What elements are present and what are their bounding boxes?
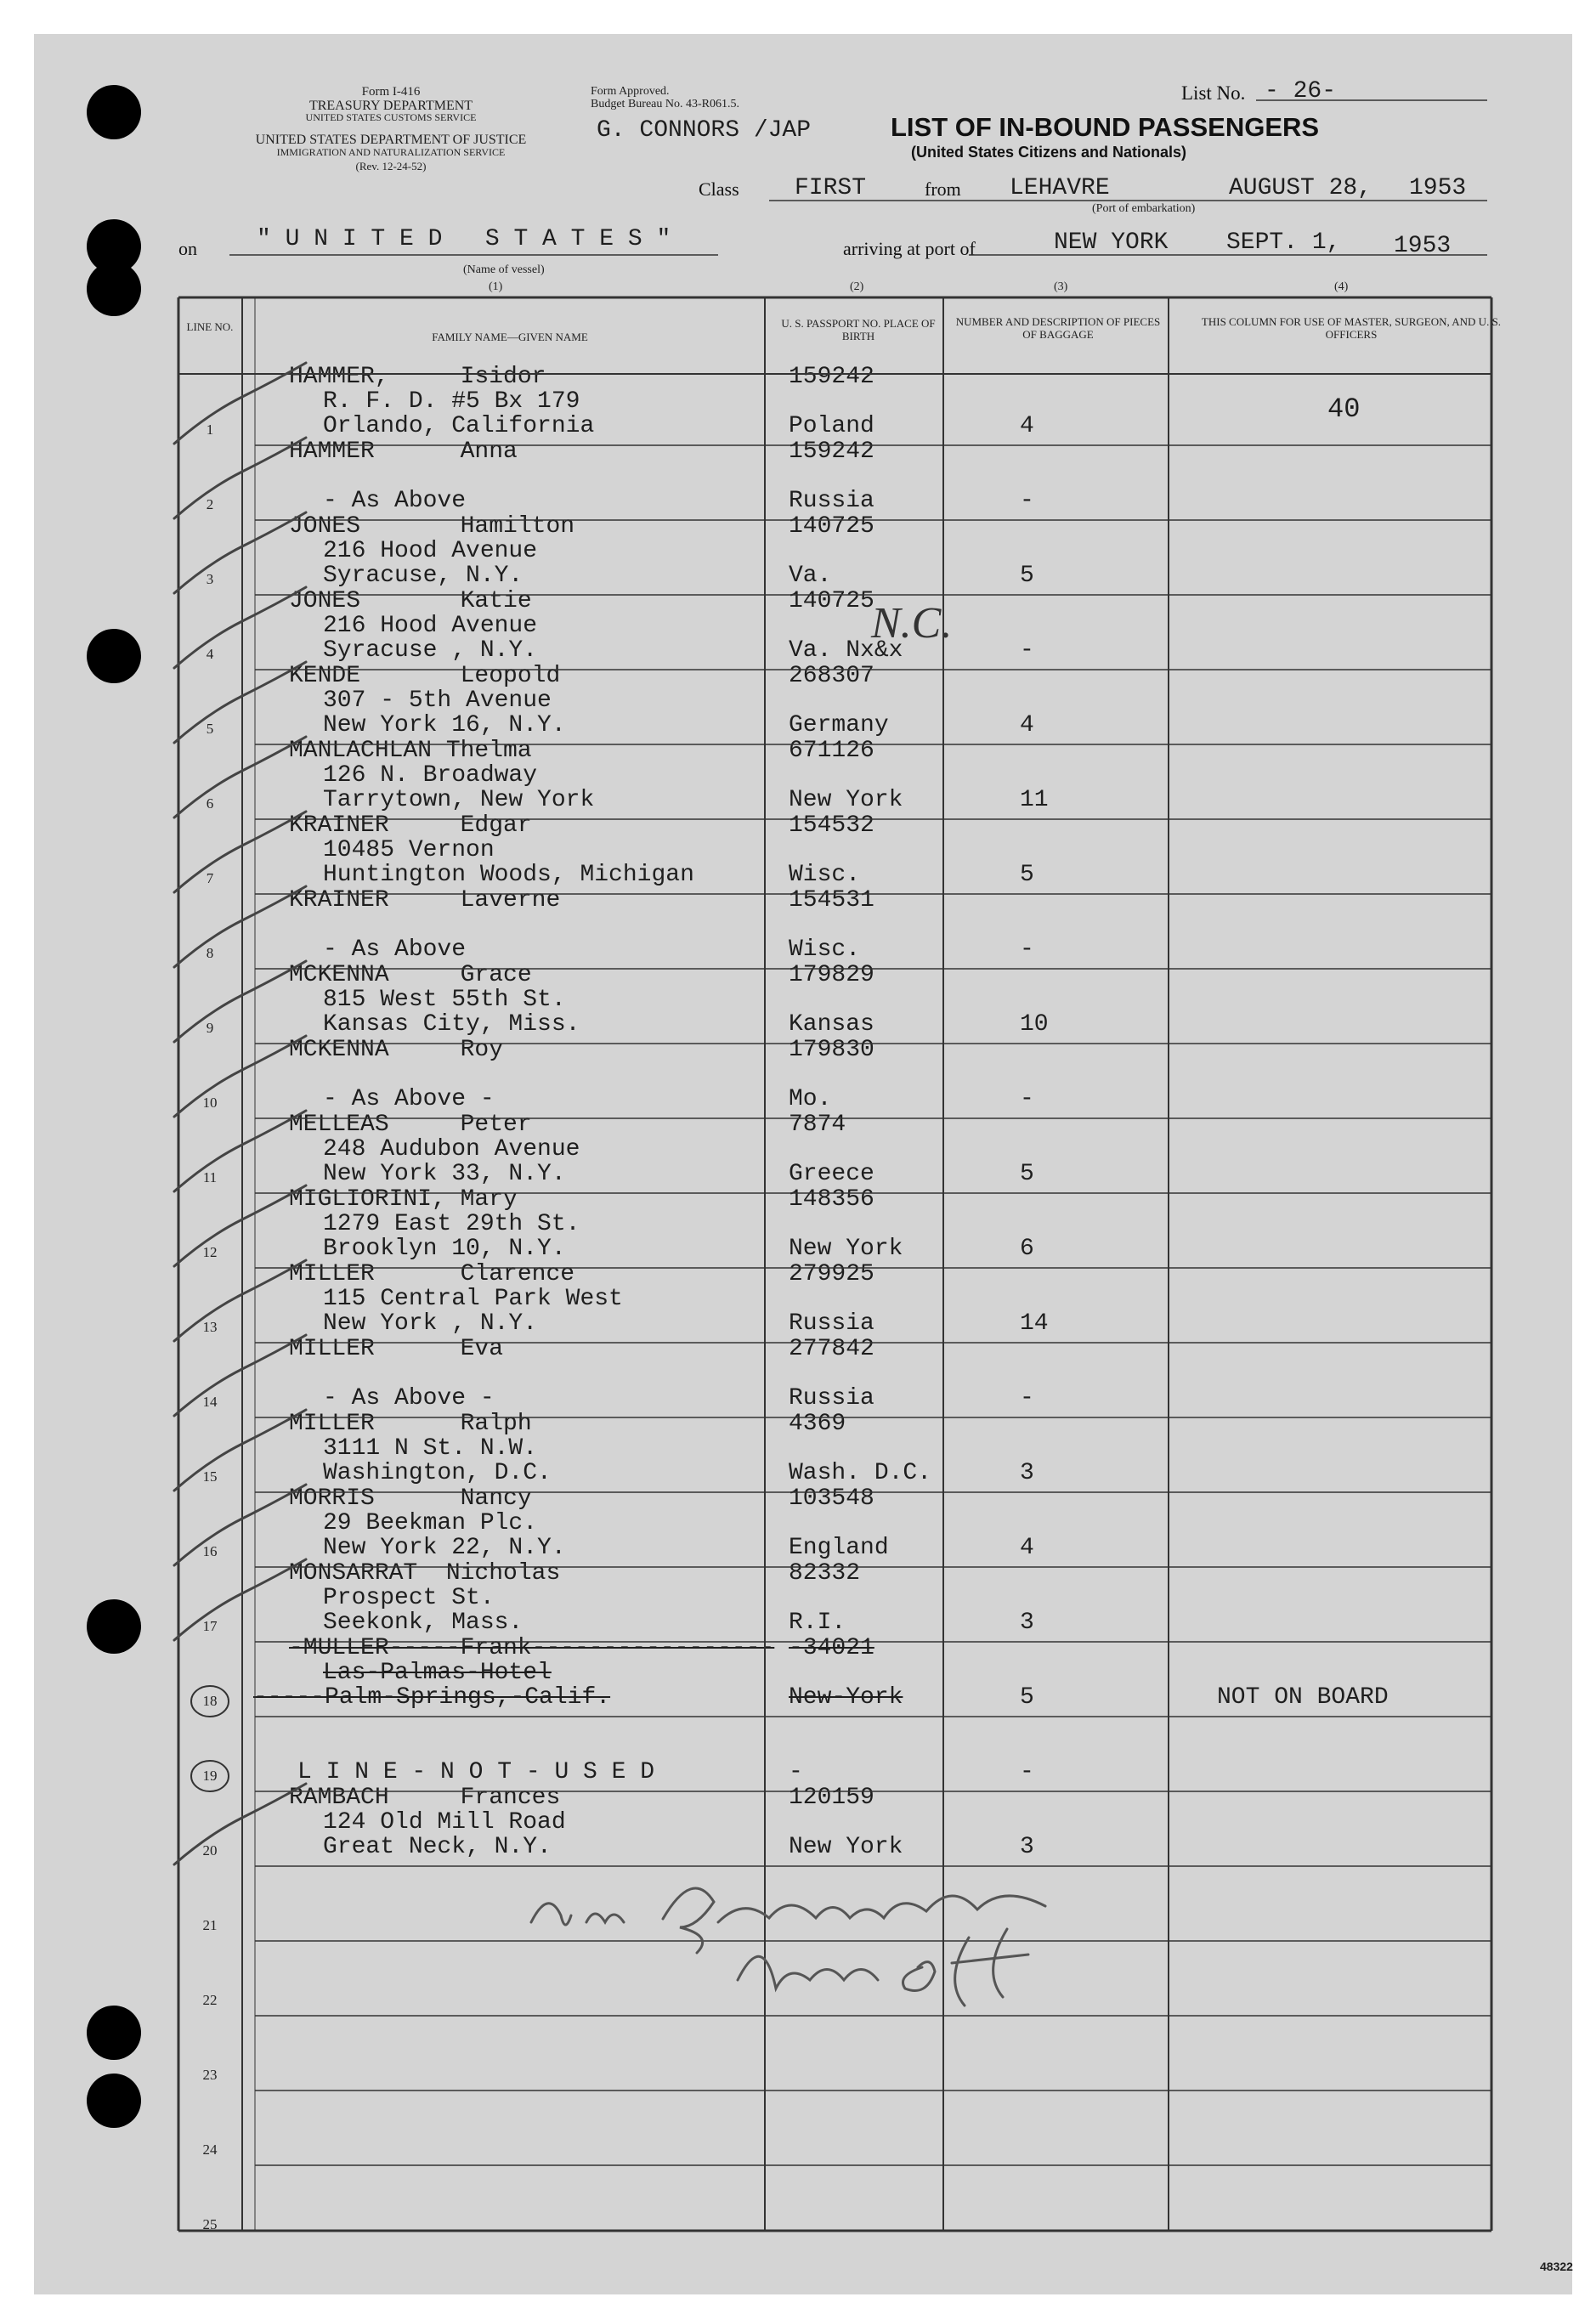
passenger-address-1: R. F. D. #5 Bx 179 (323, 388, 580, 415)
passport-number: 140725 (789, 513, 874, 540)
passenger-name: HAMMER, Isidor (289, 364, 546, 390)
passenger-address-2: Kansas City, Miss. (323, 1011, 580, 1038)
passport-number: 154531 (789, 887, 874, 914)
baggage-count: 4 (1020, 1535, 1034, 1561)
place-of-birth: Mo. (789, 1086, 832, 1112)
list-no-value: - 26- (1265, 78, 1337, 105)
line-number: 7 (206, 870, 214, 886)
passenger-name: KENDE Leopold (289, 663, 561, 689)
passenger-address-2: Orlando, California (323, 413, 595, 439)
passenger-address-2: - As Above (323, 936, 467, 963)
col-num-1: (1) (489, 280, 503, 293)
passenger-address-1: 248 Audubon Avenue (323, 1136, 580, 1163)
baggage-count: 3 (1020, 1834, 1034, 1860)
passport-number: 82332 (789, 1560, 861, 1587)
baggage-count: 3 (1020, 1610, 1034, 1636)
passenger-address-2: Seekonk, Mass. (323, 1610, 524, 1636)
passenger-address-2: - As Above - (323, 1086, 495, 1112)
place-of-birth: Wash. D.C. (789, 1460, 932, 1486)
form-stock-number: 48322 (1540, 2260, 1573, 2273)
passenger-address-1: 124 Old Mill Road (323, 1809, 566, 1836)
line-number: 5 (206, 721, 214, 737)
line-number: 11 (202, 1169, 218, 1185)
baggage-count: 10 (1020, 1011, 1049, 1038)
line-number: 13 (202, 1319, 218, 1335)
passport-number: 103548 (789, 1485, 874, 1512)
line-number: 9 (206, 1020, 214, 1036)
passenger-name: MILLER Ralph (289, 1411, 532, 1437)
passenger-address-2: Washington, D.C. (323, 1460, 552, 1486)
passenger-address-1: Prospect St. (323, 1585, 495, 1611)
place-of-birth: New York (789, 1834, 903, 1860)
line-number: 22 (202, 1992, 218, 2008)
passenger-address-2: New York 16, N.Y. (323, 712, 566, 738)
place-of-birth: R.I. (789, 1610, 846, 1636)
embark-port: LEHAVRE (1010, 175, 1110, 201)
place-of-birth: Wisc. (789, 936, 861, 963)
place-of-birth: Germany (789, 712, 889, 738)
passenger-address-2: New York 22, N.Y. (323, 1535, 566, 1561)
passenger-name: MONSARRAT Nicholas (289, 1560, 561, 1587)
passport-number: 179829 (789, 962, 874, 988)
line-number: 21 (202, 1917, 218, 1933)
arrival-date: SEPT. 1, (1226, 229, 1341, 256)
place-of-birth: New-York (789, 1684, 903, 1711)
passenger-address-2: New York , N.Y. (323, 1310, 538, 1337)
col-header-officers: THIS COLUMN FOR USE OF MASTER, SURGEON, AND U. S. OFFICERS (1201, 315, 1502, 341)
passenger-address-1: 216 Hood Avenue (323, 538, 538, 564)
col-num-2: (2) (850, 280, 864, 293)
passport-number: 148356 (789, 1186, 874, 1213)
passenger-address-2: Syracuse , N.Y. (323, 637, 538, 664)
place-of-birth: Russia (789, 488, 874, 514)
form-title: LIST OF IN-BOUND PASSENGERS (891, 112, 1320, 142)
line-number: 8 (206, 945, 214, 961)
form-subtitle: (United States Citizens and Nationals) (911, 144, 1187, 161)
line-number: 24 (202, 2141, 218, 2158)
port-embark-label: (Port of embarkation) (1092, 202, 1196, 215)
arriving-label: arriving at port of (843, 238, 976, 259)
passport-number: 179830 (789, 1037, 874, 1063)
line-number: 25 (202, 2216, 218, 2232)
passenger-name: MELLEAS Peter (289, 1112, 532, 1138)
officer-remark: NOT ON BOARD (1217, 1684, 1389, 1711)
line-number: 3 (206, 571, 214, 587)
arrival-year: 1953 (1394, 233, 1452, 259)
passenger-name: MANLACHLAN Thelma (289, 738, 532, 764)
place-of-birth: Russia (789, 1310, 874, 1337)
passenger-name: -MULLER-----Frank----------------- (289, 1635, 775, 1661)
baggage-count: 5 (1020, 1684, 1034, 1711)
line-number: 17 (202, 1618, 218, 1634)
place-of-birth: England (789, 1535, 889, 1561)
baggage-count: - (1020, 1385, 1034, 1412)
passenger-address-1: 815 West 55th St. (323, 987, 566, 1013)
baggage-count: - (1020, 936, 1034, 963)
officer-note: 40 (1327, 393, 1361, 425)
passenger-address-2: -----Palm-Springs,-Calif. (253, 1684, 611, 1711)
passenger-address-1: 1279 East 29th St. (323, 1211, 580, 1237)
treasury-dept: TREASURY DEPARTMENT (308, 99, 473, 113)
passenger-address-2: Syracuse, N.Y. (323, 563, 524, 589)
passenger-address-1: 216 Hood Avenue (323, 613, 538, 639)
passenger-name: MILLER Clarence (289, 1261, 575, 1287)
passenger-address-2: - As Above - (323, 1385, 495, 1412)
list-no-label: List No. (1181, 82, 1246, 104)
passenger-address-2: Great Neck, N.Y. (323, 1834, 552, 1860)
line-number: 4 (206, 646, 214, 662)
arrival-port: NEW YORK (1054, 229, 1169, 256)
form-approved: Form Approved. (591, 85, 670, 98)
passenger-name: HAMMER Anna (289, 438, 518, 465)
place-of-birth: Va. Nx&x (789, 637, 903, 664)
line-number: 23 (202, 2067, 218, 2083)
embark-year: 1953 (1409, 175, 1467, 201)
baggage-count: - (1020, 488, 1034, 514)
class-label: Class (699, 178, 739, 200)
baggage-count: 5 (1020, 862, 1034, 888)
baggage-count: 14 (1020, 1310, 1049, 1337)
passenger-name: MCKENNA Roy (289, 1037, 504, 1063)
passport-number: -34021 (789, 1635, 874, 1661)
baggage-count: 11 (1020, 787, 1049, 813)
passenger-name: JONES Katie (289, 588, 532, 614)
passport-number: 4369 (789, 1411, 846, 1437)
typed-officer-name: G. CONNORS /JAP (597, 117, 812, 144)
passenger-address-2: Tarrytown, New York (323, 787, 595, 813)
col-header-line-no: LINE NO. (186, 320, 234, 333)
col-num-3: (3) (1054, 280, 1068, 293)
passenger-address-2: - As Above (323, 488, 467, 514)
form-revision: (Rev. 12-24-52) (355, 160, 427, 173)
passenger-address-1: 10485 Vernon (323, 837, 495, 863)
line-number: 14 (202, 1394, 218, 1410)
line-number: 19 (202, 1768, 218, 1784)
baggage-count: - (1020, 1759, 1034, 1785)
line-number: 16 (202, 1543, 218, 1559)
baggage-count: 3 (1020, 1460, 1034, 1486)
passport-number: 277842 (789, 1336, 874, 1362)
col-header-passport: U. S. PASSPORT NO. PLACE OF BIRTH (781, 317, 936, 342)
passport-number: 268307 (789, 663, 874, 689)
baggage-count: 4 (1020, 712, 1034, 738)
line-number: 15 (202, 1468, 218, 1485)
line-number: 6 (206, 795, 214, 812)
passenger-address-1: Las-Palmas-Hotel (323, 1660, 552, 1686)
place-of-birth: - (789, 1759, 803, 1785)
line-number: 12 (202, 1244, 218, 1260)
passenger-address-1: 115 Central Park West (323, 1286, 623, 1312)
col-header-baggage: NUMBER AND DESCRIPTION OF PIECES OF BAGGAGE (955, 315, 1161, 341)
place-of-birth: New York (789, 1236, 903, 1262)
from-label: from (925, 178, 961, 200)
passenger-name: MILLER Eva (289, 1336, 504, 1362)
place-of-birth: Poland (789, 413, 874, 439)
passenger-address-1: 126 N. Broadway (323, 762, 538, 789)
passport-number: 120159 (789, 1785, 874, 1811)
passport-number: 671126 (789, 738, 874, 764)
baggage-count: - (1020, 1086, 1034, 1112)
embark-date: AUGUST 28, (1229, 175, 1372, 201)
place-of-birth: Russia (789, 1385, 874, 1412)
baggage-count: 6 (1020, 1236, 1034, 1262)
place-of-birth: Kansas (789, 1011, 874, 1038)
baggage-count: - (1020, 637, 1034, 664)
passport-number: 279925 (789, 1261, 874, 1287)
passport-number: 154532 (789, 812, 874, 839)
ins-service: IMMIGRATION AND NATURALIZATION SERVICE (276, 146, 506, 158)
passenger-address-1: 307 - 5th Avenue (323, 687, 552, 714)
passenger-address-2: L I N E - N O T - U S E D (297, 1759, 655, 1785)
line-number: 2 (206, 496, 214, 512)
line-number: 1 (206, 421, 214, 438)
place-of-birth: New York (789, 787, 903, 813)
on-label: on (178, 238, 197, 259)
vessel-label: (Name of vessel) (463, 263, 545, 276)
baggage-count: 5 (1020, 1161, 1034, 1187)
vessel-name: " U N I T E D S T A T E S " (257, 226, 671, 252)
passport-number: 159242 (789, 364, 874, 390)
customs-service: UNITED STATES CUSTOMS SERVICE (305, 111, 477, 123)
passport-number: 159242 (789, 438, 874, 465)
passenger-address-1: 3111 N St. N.W. (323, 1435, 538, 1462)
line-number: 20 (202, 1842, 218, 1859)
baggage-count: 5 (1020, 563, 1034, 589)
budget-bureau: Budget Bureau No. 43-R061.5. (591, 98, 739, 110)
passenger-name: MIGLIORINI, Mary (289, 1186, 518, 1213)
col-num-4: (4) (1334, 280, 1349, 293)
passport-number: 140725 (789, 588, 874, 614)
passenger-address-2: New York 33, N.Y. (323, 1161, 566, 1187)
passport-number: 7874 (789, 1112, 846, 1138)
passenger-name: RAMBACH Frances (289, 1785, 561, 1811)
form-number: Form I-416 (361, 85, 421, 99)
passenger-address-2: Brooklyn 10, N.Y. (323, 1236, 566, 1262)
passenger-address-2: Huntington Woods, Michigan (323, 862, 694, 888)
line-number: 10 (202, 1095, 218, 1111)
handwritten-correction: N.C. (871, 599, 953, 648)
place-of-birth: Va. (789, 563, 832, 589)
baggage-count: 4 (1020, 413, 1034, 439)
passenger-name: KRAINER Edgar (289, 812, 532, 839)
passenger-name: JONES Hamilton (289, 513, 575, 540)
passenger-name: MORRIS Nancy (289, 1485, 532, 1512)
class-value: FIRST (795, 175, 867, 201)
passenger-address-1: 29 Beekman Plc. (323, 1510, 538, 1536)
passenger-name: MCKENNA Grace (289, 962, 532, 988)
place-of-birth: Greece (789, 1161, 874, 1187)
passenger-name: KRAINER Laverne (289, 887, 561, 914)
line-number: 18 (202, 1693, 218, 1709)
col-header-name: FAMILY NAME—GIVEN NAME (432, 331, 588, 343)
justice-dept: UNITED STATES DEPARTMENT OF JUSTICE (255, 133, 527, 147)
place-of-birth: Wisc. (789, 862, 861, 888)
